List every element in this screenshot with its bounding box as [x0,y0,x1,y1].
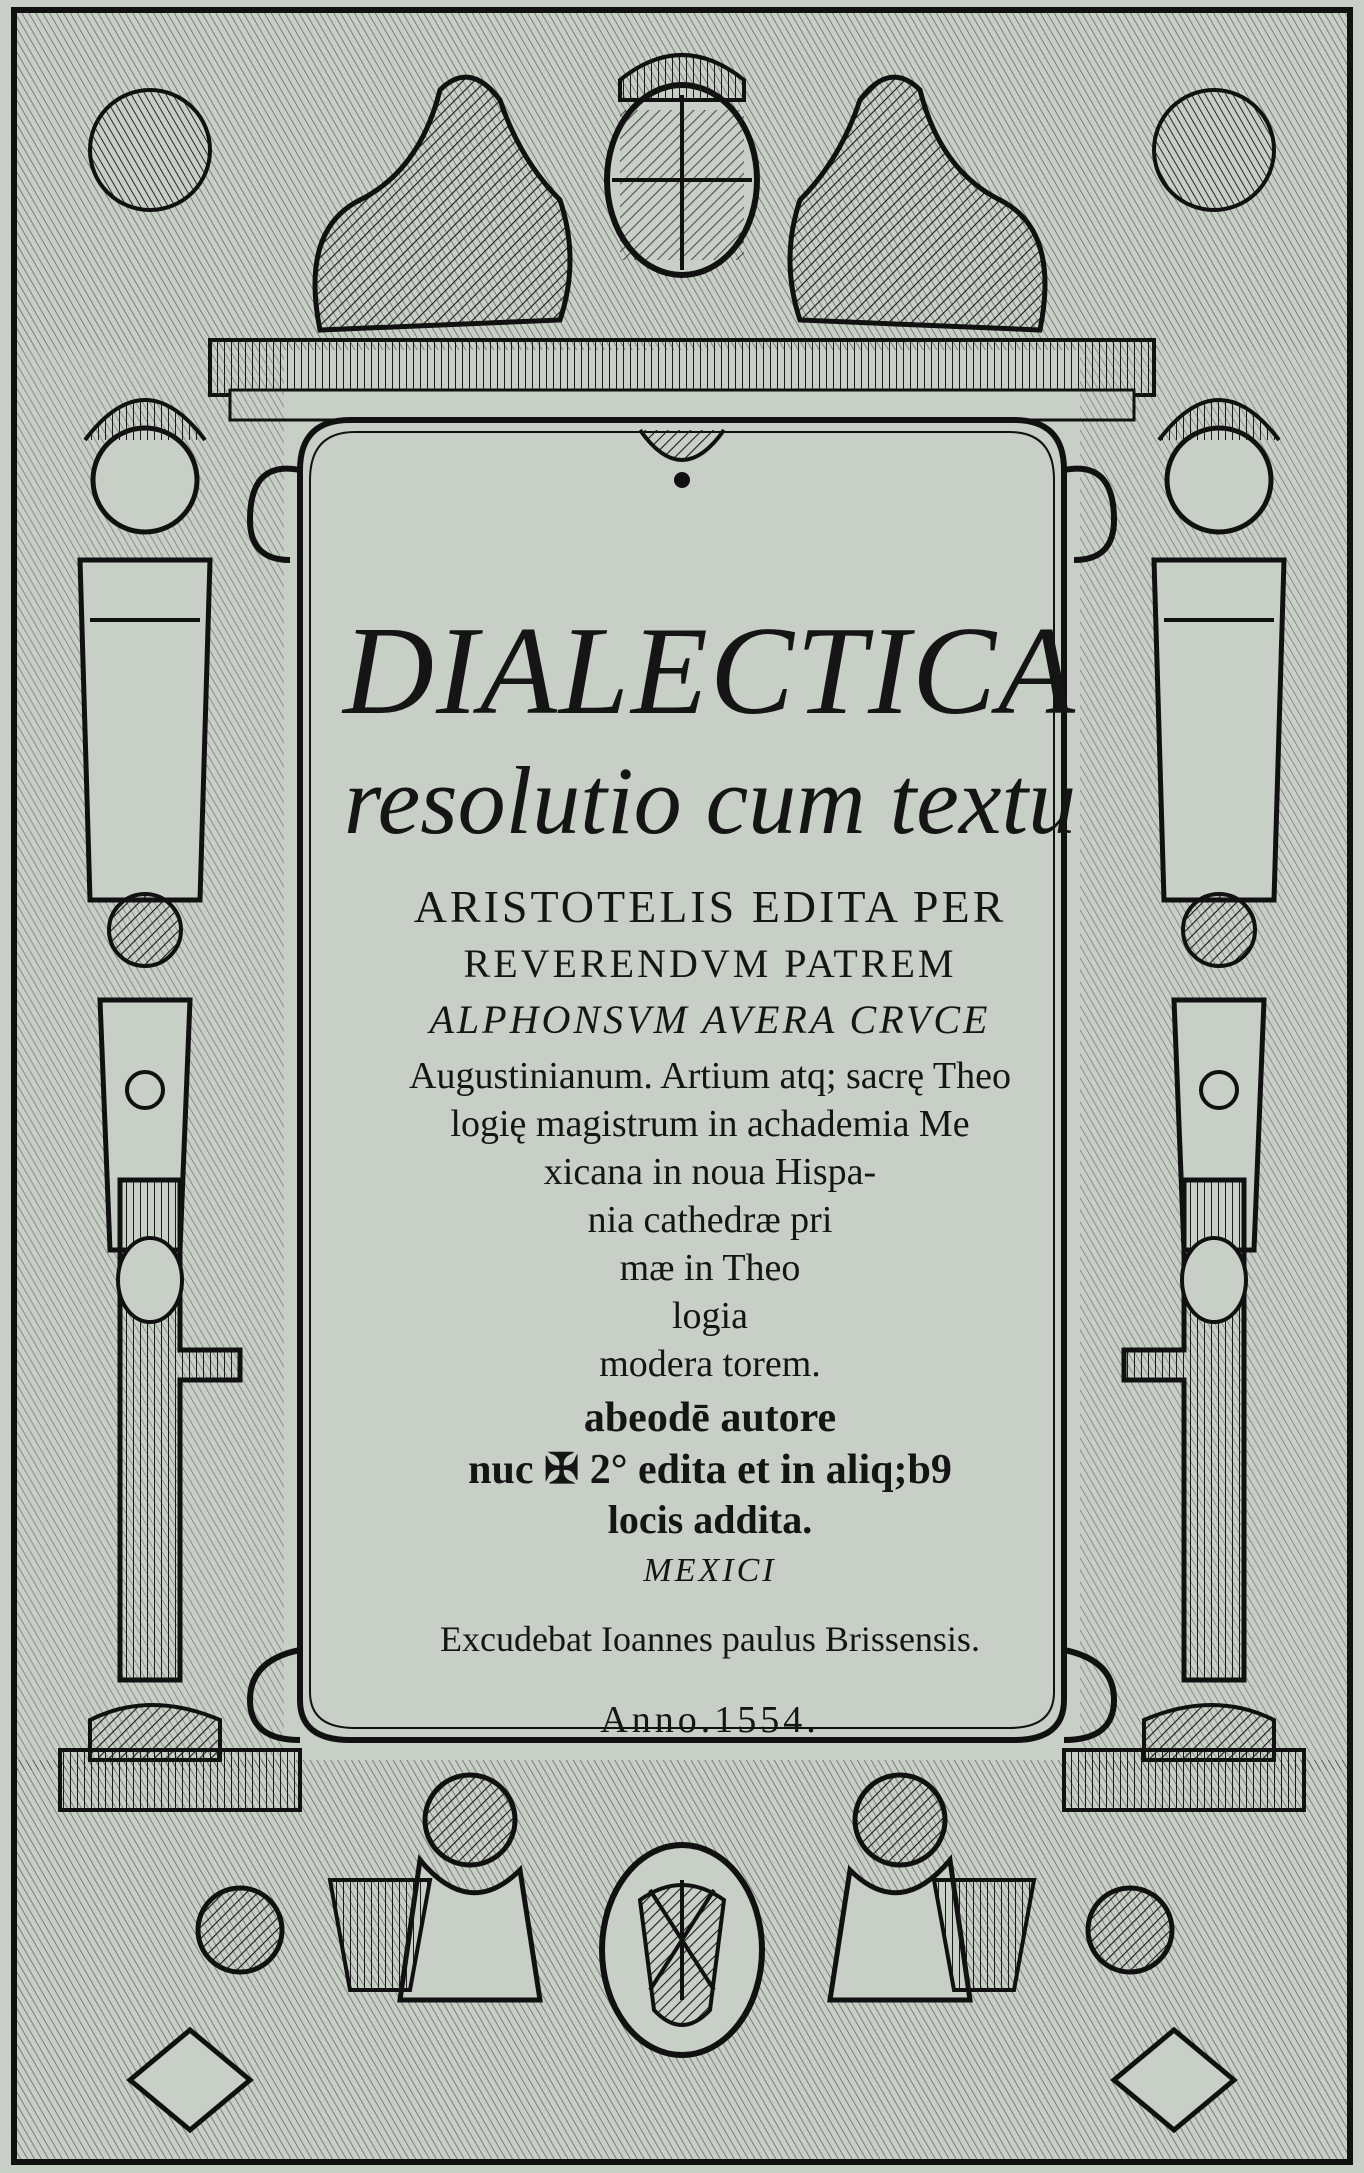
imprint-year: Anno.1554. [600,1699,820,1741]
coat-of-arms-top [607,55,757,275]
body-line: Augustinianum. Artium atq; sacrę Theo [409,1055,1011,1097]
body-line: logię magistrum in achademia Me [450,1103,970,1145]
blackletter-line: abeodē autore [583,1395,837,1441]
body-line: xicana in noua Hispa- [543,1151,877,1193]
imprint-printer: Excudebat Ioannes paulus Brissensis. [440,1619,980,1659]
right-caryatid [1080,350,1350,1770]
body-line: nia cathedræ pri [587,1199,833,1241]
coat-of-arms-bottom [602,1845,762,2055]
author-line-3: ALPHONSVM AVERA CRVCE [429,997,991,1042]
book-title: DIALECTICA [342,602,1078,741]
book-subtitle: resolutio cum textu [343,747,1077,854]
blackletter-line: nuc ✠ 2° edita et in aliq;b9 [468,1447,952,1493]
body-line: modera torem. [599,1343,821,1385]
body-line: mæ in Theo [619,1247,801,1289]
left-caryatid [14,350,284,1770]
blackletter-line: locis addita. [607,1497,813,1542]
author-line-1: ARISTOTELIS EDITA PER [413,881,1007,932]
author-line-2: REVERENDVM PATREM [463,941,957,986]
body-line: logia [672,1295,748,1337]
imprint-place: MEXICI [643,1552,777,1589]
title-text-block [300,560,1120,1741]
